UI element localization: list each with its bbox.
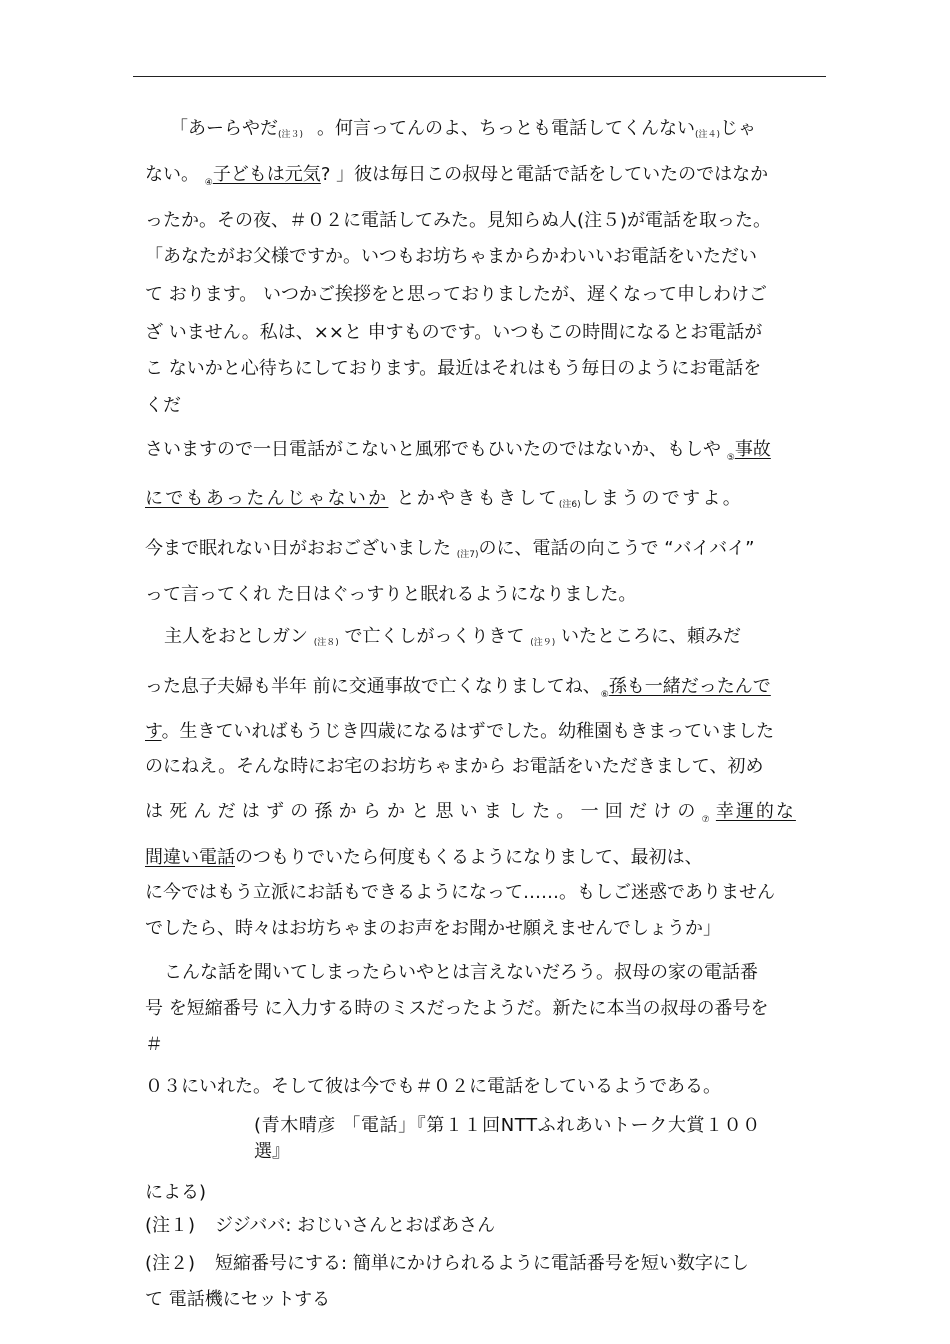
underlined-phrase-7a: 幸運的な bbox=[715, 801, 796, 822]
text-line-6: ざ いません。私は、××と 申すものです。いつもこの時間になるとお電話が bbox=[145, 322, 763, 343]
text-line-7: こ ないかと心待ちにしております。最近はそれはもう毎日のようにお電話を bbox=[145, 358, 762, 379]
text-line-8: くだ bbox=[145, 395, 181, 416]
underlined-phrase-5a: 事故 bbox=[734, 439, 771, 460]
underlined-phrase-4: 子どもは元気 bbox=[212, 164, 321, 185]
text-line-23: ＃ bbox=[145, 1034, 163, 1055]
underlined-phrase-7b: 間違い電話 bbox=[145, 847, 235, 868]
text-line-11: 今まで眠れない日がおおございました (注7)のに、電話の向こうで “バイバイ” bbox=[145, 538, 755, 560]
text-line-2: ない。 $_④$子どもは元気? 」彼は毎日この叔母と電話で話をしていたのではなか bbox=[145, 164, 769, 188]
text-line-5: て おります。 いつかご挨拶をと思っておりましたが、遅くなって申しわけご bbox=[145, 284, 767, 305]
text-line-13: 主人をおとしガン (注８) で亡くしがっくりきて (注９) いたところに、頼みだ bbox=[164, 626, 741, 648]
footnote-text: ジジババ: おじいさんとおばあさん bbox=[215, 1215, 496, 1236]
text-line-12: って言ってくれ た日はぐっすりと眠れるようになりました。 bbox=[145, 584, 637, 605]
underlined-phrase-6b: す bbox=[145, 721, 162, 742]
footnote-label: (注１) bbox=[145, 1215, 196, 1236]
text-line-14: った息子夫婦も半年 前に交通事故で亡くなりましてね、$_⑥$孫も一緒だったんで bbox=[145, 676, 771, 700]
text-line-4: 「あなたがお父様ですか。いつもお坊ちゃまからかわいいお電話をいただい bbox=[145, 246, 757, 267]
text-line-19: に今ではもう立派にお話もできるようになって……。もしご迷惑でありません bbox=[145, 882, 775, 903]
text-line-9: さいますので一日電話がこないと風邪でもひいたのではないか、もしや $_⑤$事故 bbox=[145, 439, 771, 463]
text-line-17: は死んだはずの孫からかと思いました。一回だけの$_⑦$幸運的な bbox=[145, 801, 796, 825]
header-rule bbox=[133, 76, 826, 77]
text-line-22: 号 を短縮番号 に入力する時のミスだったようだ。新たに本当の叔母の番号を bbox=[145, 998, 769, 1019]
text-line-16: のにねえ。そんな時にお宅のお坊ちゃまから お電話をいただきまして、初め bbox=[145, 756, 764, 777]
citation-line-3: による) bbox=[145, 1182, 207, 1203]
text-line-10: にでもあったんじゃないか とかやきもきして(注6)しまうのですよ。 bbox=[145, 488, 744, 510]
footnote-1 bbox=[145, 1213, 495, 1239]
text-line-21: こんな話を聞いてしまったらいやとは言えないだろう。叔母の家の電話番 bbox=[164, 962, 758, 983]
footnote-2 bbox=[145, 1251, 749, 1277]
text-line-18: 間違い電話のつもりでいたら何度もくるようになりまして、最初は、 bbox=[145, 847, 703, 868]
text-line-24: ０３にいれた。そして彼は今でも＃０２に電話をしているようである。 bbox=[145, 1076, 721, 1097]
text-line-20: でしたら、時々はお坊ちゃまのお声をお聞かせ願えませんでしょうか」 bbox=[145, 918, 721, 939]
footnote-text: 短縮番号にする: 簡単にかけられるように電話番号を短い数字にし bbox=[215, 1253, 749, 1274]
text-line-1: 「あーらやだ(注３) 。何言ってんのよ、ちっとも電話してくんない(注４)じゃ bbox=[170, 118, 757, 140]
underlined-phrase-6a: 孫も一緒だったんで bbox=[608, 676, 771, 697]
citation-line-2: 選』 bbox=[254, 1141, 290, 1162]
text-line-15: す。生きていればもうじき四歳になるはずでした。幼稚園もきまっていました bbox=[145, 721, 775, 742]
footnote-label: (注２) bbox=[145, 1253, 196, 1274]
footnote-2-continued: て 電話機にセットする bbox=[145, 1289, 331, 1310]
text-line-3: ったか。その夜、＃０２に電話してみた。見知らぬ人(注５)が電話を取った。 bbox=[145, 210, 772, 231]
underlined-phrase-5b: にでもあったんじゃないか bbox=[145, 488, 389, 509]
citation-line-1: (青木晴彦 「電話」『第１１回NTTふれあいトーク大賞１００ bbox=[254, 1115, 761, 1136]
